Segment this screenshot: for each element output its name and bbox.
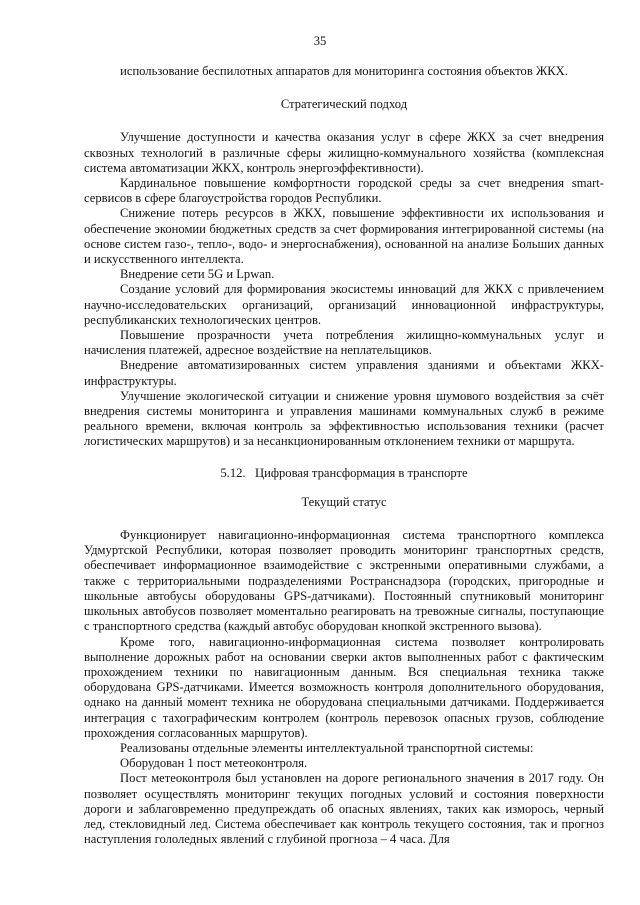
strategic-paragraph: Внедрение автоматизированных систем управления зданиями и объектами ЖКХ-инфраструктуры. [84, 358, 604, 388]
page-content [84, 64, 604, 847]
status-paragraph: Кроме того, навигационно-информационная система позволяет контролировать выполнение дорожных работ на основании сверки актов выполненных работ с фактическим прохождением техники по навигационным данным. Вся специальная техника также оборудована GPS-датчиками. Имеется возможность контроля дополнительного оборудования, однако на данный момент техника не оборудована специальными датчиками. Поддерживается интеграция с тахографическим контролем (контроль перевозок опасных грузов, соблюдение прохождения согласованных маршрутов). [84, 634, 604, 740]
strategic-paragraph: Внедрение сети 5G и Lpwan. [120, 267, 275, 282]
intro-line: использование беспилотных аппаратов для мониторинга состояния объектов ЖКХ. [120, 64, 568, 78]
status-paragraph: Оборудован 1 пост метеоконтроля. [120, 756, 308, 771]
strategic-paragraph: Снижение потерь ресурсов в ЖКХ, повышение эффективности их использования и обеспечение экономии бюджетных средств за счет формирования интегрированной системы (на основе систем газо-, тепло-, водо- и энергоснабжения), основанной на анализе Больших данных и искусственного интеллекта. [84, 206, 604, 267]
strategic-paragraph: Повышение прозрачности учета потребления жилищно-коммунальных услуг и начисления платежей, адресное воздействие на неплательщиков. [84, 328, 604, 358]
status-paragraph: Реализованы отдельные элементы интеллектуальной транспортной системы: [120, 740, 534, 755]
section-heading: 5.12. Цифровая трансформация в транспорте [220, 465, 468, 480]
strategic-approach-heading: Стратегический подход [280, 97, 408, 112]
status-paragraph: Функционирует навигационно-информационная система транспортного комплекса Удмуртской Республики, которая позволяет проводить мониторинг транспортных средств, обеспечивает информационное взаимодействие с экстренными оперативными службами, а также с территориальными подразделениями Ространснадзора (городских, пригородные и школьные автобусы оборудованы GPS-датчиками). Постоянный спутниковый мониторинг школьных автобусов позволяет моментально реагировать на тревожные сигналы, поступающие с транспортного средства (каждый автобус оборудован кнопкой экстренного вызова). [84, 528, 604, 634]
strategic-paragraph: Улучшение доступности и качества оказания услуг в сфере ЖКХ за счет внедрения сквозных технологий в различные сферы жилищно-коммунального хозяйства (комплексная система автоматизации ЖКХ, контроль энергоэффективности). [84, 130, 604, 175]
page-number: 35 [313, 34, 327, 48]
strategic-paragraph: Улучшение экологической ситуации и снижение уровня шумового воздействия за счёт внедрения системы мониторинга и управления машинами коммунальных служб в режиме реального времени, включая контроль за эффективностью использования техники (расчет логистических маршрутов) и за несанкционированным отклонением техники от маршрута. [84, 388, 604, 449]
status-paragraph: Пост метеоконтроля был установлен на дороге регионального значения в 2017 году. Он позволяет осуществлять мониторинг текущих погодных условий и состояния поверхности дороги и заблаговременно предупреждать об опасных явлениях, таких как изморось, черный лед, стекловидный лед. Система обеспечивает как контроль текущего состояния, так и прогноз наступления гололедных явлений с глубиной прогноза – 4 часа. Для [84, 771, 604, 847]
current-status-heading: Текущий статус [301, 494, 387, 509]
strategic-paragraph: Создание условий для формирования экосистемы инноваций для ЖКХ с привлечением научно-исследовательских организаций, организаций инновационной инфраструктуры, республиканских технологических центров. [84, 282, 604, 327]
strategic-paragraph: Кардинальное повышение комфортности городской среды за счет внедрения smart-сервисов в сфере благоустройства городов Республики. [84, 176, 604, 206]
